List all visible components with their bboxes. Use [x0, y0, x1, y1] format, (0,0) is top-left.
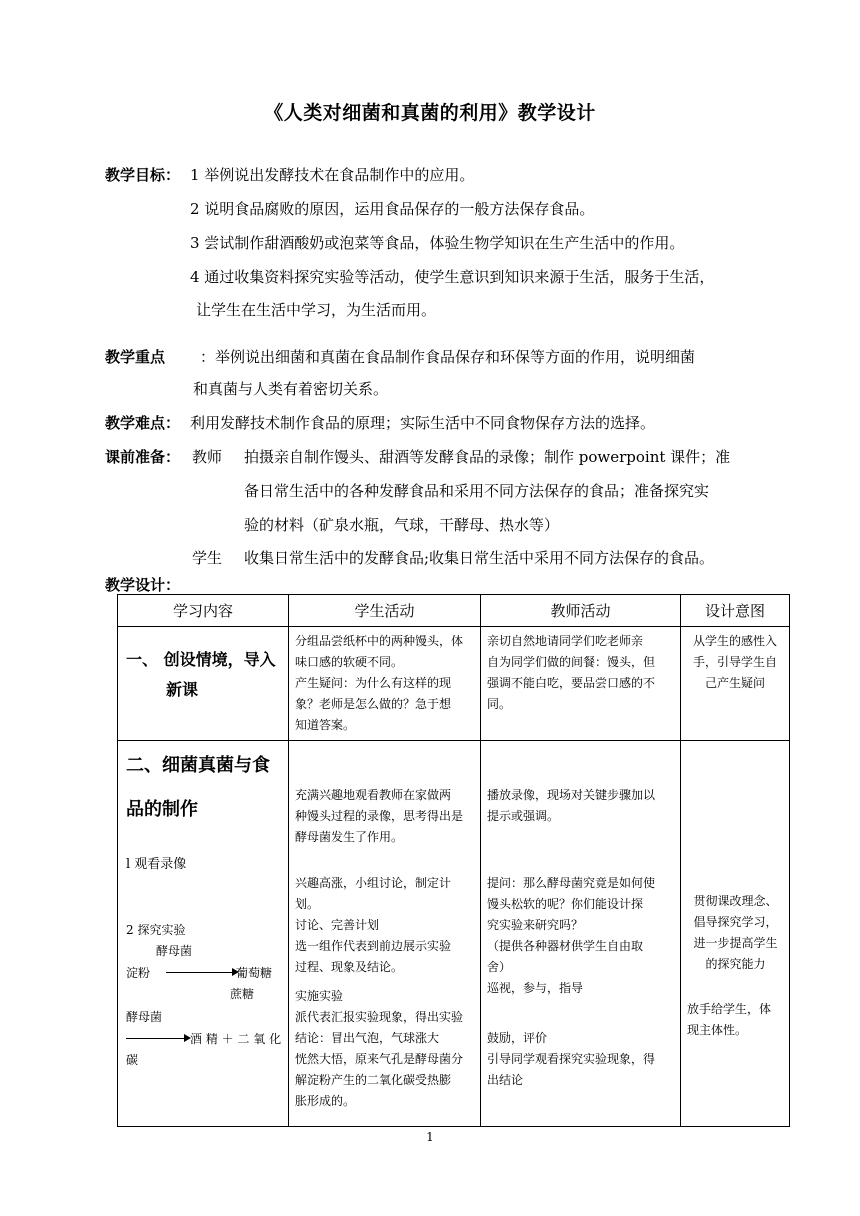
header-design-intent: 设计意图: [681, 595, 790, 627]
cell-line: 鼓励，评价: [487, 1031, 548, 1045]
key-label: 教学重点: [105, 348, 166, 366]
cell-line: 提示或强调。: [487, 809, 560, 823]
reaction-product-2: 碳: [126, 1053, 139, 1067]
row2-intent-block2: [681, 999, 790, 1041]
row2-student-block2: [289, 873, 480, 978]
reaction-arrow-1: [166, 972, 236, 973]
design-label: 教学设计：: [105, 576, 181, 594]
cell-line: 亲切自然地请同学们吃老师亲: [487, 634, 644, 648]
cell-line: 酵母菌发生了作用。: [295, 830, 404, 844]
goal-item: 2 说明食品腐败的原因，运用食品保存的一般方法保存食品。: [190, 200, 595, 218]
cell-line: 充满兴趣地观看教师在家做两: [295, 788, 452, 802]
row2-item-video: l 观看录像: [126, 857, 187, 872]
cell-line: 产生疑问：为什么有这样的现: [295, 676, 452, 690]
table-row: [118, 627, 790, 741]
reaction-sucrose: 蔗糖: [230, 987, 255, 1001]
reaction-starch: 淀粉: [126, 966, 151, 980]
header-teacher-activity: 教师活动: [481, 595, 681, 627]
cell-line: 舍）: [487, 960, 512, 974]
row2-content: [118, 741, 289, 1127]
cell-line: 知道答案。: [295, 718, 356, 732]
row1-title-line2: 新课: [166, 680, 199, 699]
row1-title-line1: 一、 创设情境，导入: [126, 650, 276, 669]
row2-item-experiment: 2 探究实验: [126, 923, 186, 937]
row1-intent: [681, 627, 790, 741]
cell-line: 倡导探究学习，: [693, 915, 778, 929]
cell-line: 恍然大悟，原来气孔是酵母菌分: [295, 1052, 464, 1066]
cell-line: 派代表汇报实验现象，得出实验: [295, 1010, 464, 1024]
goal-item: 1 举例说出发酵技术在食品制作中的应用。: [190, 166, 475, 184]
cell-line: 播放录像，现场对关键步骤加以: [487, 788, 656, 802]
prep-teacher-text: 拍摄亲自制作馒头、甜酒等发酵食品的录像；制作 powerpoint 课件；准: [244, 448, 731, 466]
cell-line: 进一步提高学生: [693, 936, 778, 950]
cell-line: 强调不能白吃，要品尝口感的不: [487, 676, 656, 690]
reaction-yeast-label-2: 酵母菌: [126, 1010, 163, 1024]
table-header-row: [118, 595, 790, 627]
cell-line: 解淀粉产生的二氧化碳受热膨: [295, 1073, 452, 1087]
goal-item: 4 通过收集资料探究实验等活动，使学生意识到知识来源于生活，服务于生活，: [190, 268, 715, 286]
cell-line: 己产生疑问: [704, 676, 765, 690]
cell-line: 种馒头过程的录像，思考得出是: [295, 809, 464, 823]
row1-content: [118, 627, 289, 741]
cell-line: 现主体性。: [687, 1023, 748, 1037]
cell-line: 讨论、完善计划: [295, 918, 380, 932]
cell-line: 手，引导学生自: [692, 655, 777, 669]
cell-line: 究实验来研究吗？: [487, 918, 584, 932]
row2-intent: [681, 741, 790, 1127]
key-text: ：举例说出细菌和真菌在食品制作食品保存和环保等方面的作用，说明细菌: [200, 348, 696, 366]
prep-label: 课前准备：: [105, 448, 181, 466]
row2-teacher-block1: [481, 785, 661, 827]
cell-line: 兴趣高涨，小组讨论，制定计划。: [295, 876, 452, 911]
prep-teacher-label: 教师: [192, 448, 223, 466]
cell-line: 从学生的感性入: [692, 634, 777, 648]
cell-line: 引导同学观看探究实验现象，得: [487, 1052, 656, 1066]
goal-item: 让学生在生活中学习，为生活而用。: [196, 301, 437, 319]
prep-teacher-text: 备日常生活中的各种发酵食品和采用不同方法保存的食品；准备探究实: [244, 482, 710, 500]
cell-line: 贯彻课改理念、: [693, 894, 778, 908]
cell-line: 出结论: [487, 1073, 524, 1087]
prep-student-label: 学生: [192, 549, 223, 567]
difficulty-text: 利用发酵技术制作食品的原理；实际生活中不同食物保存方法的选择。: [190, 414, 656, 432]
row2-intent-block1: [681, 891, 790, 975]
cell-line: 的探究能力: [705, 957, 766, 971]
cell-line: 放手给学生，体: [687, 1002, 772, 1016]
cell-line: 实施实验: [295, 989, 344, 1003]
header-student-activity: 学生活动: [289, 595, 481, 627]
prep-student-text: 收集日常生活中的发酵食品;收集日常生活中采用不同方法保存的食品。: [244, 549, 715, 567]
header-content: 学习内容: [118, 595, 289, 627]
cell-line: 选一组作代表到前边展示实验: [295, 939, 452, 953]
cell-line: 过程、现象及结论。: [295, 960, 404, 974]
row2-teacher-block3: [481, 1028, 661, 1091]
reaction-yeast-label: 酵母菌: [156, 944, 193, 958]
reaction-product: 酒 精 ＋ 二 氧 化: [190, 1032, 282, 1046]
cell-line: 味口感的软硬不同。: [295, 655, 404, 669]
row1-student: [289, 627, 481, 741]
cell-line: 象？老师是怎么做的？急于想: [295, 697, 452, 711]
table-row: [118, 741, 790, 1127]
row2-teacher: [481, 741, 681, 1127]
reaction-glucose: 葡萄糖: [236, 966, 273, 980]
reaction-arrow-2: [126, 1038, 188, 1039]
document-title: 《人类对细菌和真菌的利用》教学设计: [264, 102, 596, 124]
goal-item: 3 尝试制作甜酒酸奶或泡菜等食品，体验生物学知识在生产生活中的作用。: [190, 234, 685, 252]
row2-teacher-block2: [481, 873, 661, 999]
cell-line: 提问：那么酵母菌究竟是如何使: [487, 876, 656, 890]
row2-title-line1: 二、细菌真菌与食: [126, 755, 270, 776]
row1-teacher: [481, 627, 681, 741]
cell-line: 胀形成的。: [295, 1094, 356, 1108]
cell-line: （提供各种器材供学生自由取: [487, 939, 644, 953]
lesson-table: [117, 594, 790, 1127]
cell-line: 自为同学们做的间餐：馒头，但: [487, 655, 656, 669]
cell-line: 结论：冒出气泡，气球涨大: [295, 1031, 440, 1045]
row2-student-block1: [289, 785, 469, 848]
row2-student-block3: [289, 986, 469, 1112]
difficulty-label: 教学难点：: [105, 414, 181, 432]
cell-line: 同。: [487, 697, 512, 711]
goals-label: 教学目标：: [105, 166, 181, 184]
cell-line: 巡视，参与，指导: [487, 981, 584, 995]
key-text: 和真菌与人类有着密切关系。: [193, 380, 389, 398]
cell-line: 分组品尝纸杯中的两种馒头，体: [295, 634, 464, 648]
row2-student: [289, 741, 481, 1127]
cell-line: 馒头松软的呢？你们能设计探: [487, 897, 644, 911]
page-number: 1: [426, 1130, 434, 1144]
row2-title-line2: 品的制作: [126, 799, 198, 820]
prep-teacher-text: 验的材料（矿泉水瓶，气球，干酵母、热水等）: [244, 516, 560, 534]
